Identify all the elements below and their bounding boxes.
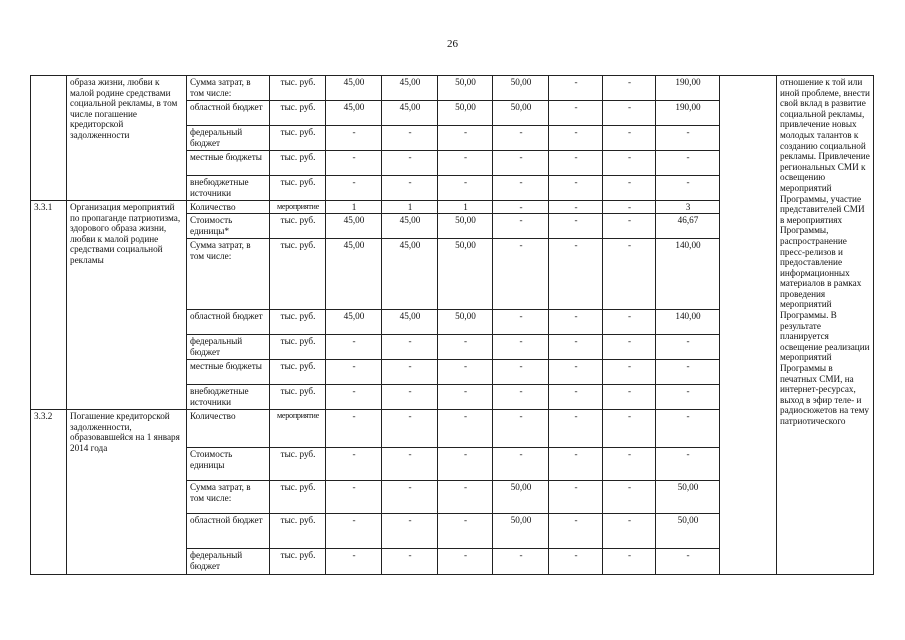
value-cell: - bbox=[603, 151, 656, 176]
total-cell: - bbox=[656, 385, 720, 410]
unit-cell: тыс. руб. bbox=[270, 549, 326, 575]
indicator-cell: Стоимость единицы* bbox=[187, 214, 270, 239]
indicator-cell: Стоимость единицы bbox=[187, 448, 270, 481]
value-cell: 1 bbox=[438, 201, 493, 214]
unit-cell: тыс. руб. bbox=[270, 151, 326, 176]
value-cell: - bbox=[549, 201, 603, 214]
item-number: 3.3.2 bbox=[31, 410, 67, 575]
unit-cell: тыс. руб. bbox=[270, 176, 326, 201]
value-cell: - bbox=[493, 448, 549, 481]
unit-cell: тыс. руб. bbox=[270, 481, 326, 514]
value-cell: - bbox=[603, 481, 656, 514]
value-cell: 1 bbox=[326, 201, 382, 214]
value-cell: - bbox=[326, 448, 382, 481]
value-cell: 1 bbox=[382, 201, 438, 214]
value-cell: - bbox=[382, 335, 438, 360]
value-cell: - bbox=[549, 126, 603, 151]
unit-cell: мероприятие bbox=[270, 201, 326, 214]
total-cell: 50,00 bbox=[656, 481, 720, 514]
unit-cell: тыс. руб. bbox=[270, 101, 326, 126]
value-cell: - bbox=[382, 385, 438, 410]
total-cell: 190,00 bbox=[656, 76, 720, 101]
value-cell: - bbox=[326, 385, 382, 410]
value-cell: - bbox=[382, 514, 438, 549]
unit-cell: тыс. руб. bbox=[270, 214, 326, 239]
value-cell: - bbox=[493, 410, 549, 448]
indicator-cell: Количество bbox=[187, 201, 270, 214]
unit-cell: тыс. руб. bbox=[270, 239, 326, 310]
value-cell: - bbox=[549, 514, 603, 549]
value-cell: - bbox=[549, 481, 603, 514]
unit-cell: тыс. руб. bbox=[270, 310, 326, 335]
value-cell: - bbox=[493, 151, 549, 176]
value-cell: - bbox=[493, 239, 549, 310]
value-cell: - bbox=[493, 310, 549, 335]
unit-cell: тыс. руб. bbox=[270, 76, 326, 101]
value-cell: 50,00 bbox=[493, 76, 549, 101]
unit-cell: тыс. руб. bbox=[270, 335, 326, 360]
value-cell: - bbox=[382, 410, 438, 448]
unit-cell: мероприятие bbox=[270, 410, 326, 448]
total-cell: - bbox=[656, 448, 720, 481]
total-cell: - bbox=[656, 126, 720, 151]
value-cell: - bbox=[382, 176, 438, 201]
indicator-cell: Сумма затрат, в том числе: bbox=[187, 76, 270, 101]
value-cell: 50,00 bbox=[438, 214, 493, 239]
expected-results: отношение к той или иной проблеме, внести свой вклад в развитие социальной рекламы, привлечение новых молодых талантов к созданию социальной рекламы. Привлечение региональных СМИ к освещению мероприятий Программы, участие представителей СМИ в мероприятиях Программы, распространение пресс-релизов и предоставление информационных материалов в рамках проведения мероприятий Программы. В результате планируется освещение реализации мероприятий Программы в печатных СМИ, на интернет-ресурсах, выход в эфир теле- и радиосюжетов на тему патриотического bbox=[777, 76, 874, 575]
value-cell: - bbox=[493, 201, 549, 214]
value-cell: - bbox=[382, 549, 438, 575]
value-cell: - bbox=[603, 76, 656, 101]
value-cell: - bbox=[603, 335, 656, 360]
value-cell: 45,00 bbox=[382, 310, 438, 335]
value-cell: - bbox=[549, 335, 603, 360]
value-cell: - bbox=[326, 481, 382, 514]
indicator-cell: областной бюджет bbox=[187, 514, 270, 549]
activity-name: Организация мероприятий по пропаганде патриотизма, здорового образа жизни, любви к малой родине средствами социальной рекламы bbox=[67, 201, 187, 410]
value-cell: 50,00 bbox=[438, 101, 493, 126]
value-cell: - bbox=[603, 214, 656, 239]
total-cell: 50,00 bbox=[656, 514, 720, 549]
value-cell: 45,00 bbox=[326, 310, 382, 335]
total-cell: - bbox=[656, 151, 720, 176]
value-cell: - bbox=[549, 310, 603, 335]
value-cell: - bbox=[549, 549, 603, 575]
indicator-cell: местные бюджеты bbox=[187, 151, 270, 176]
value-cell: - bbox=[438, 151, 493, 176]
value-cell: - bbox=[549, 101, 603, 126]
value-cell: - bbox=[326, 360, 382, 385]
value-cell: - bbox=[382, 151, 438, 176]
value-cell: - bbox=[493, 126, 549, 151]
indicator-cell: федеральный бюджет bbox=[187, 549, 270, 575]
indicator-cell: федеральный бюджет bbox=[187, 335, 270, 360]
value-cell: - bbox=[382, 448, 438, 481]
value-cell: - bbox=[493, 214, 549, 239]
value-cell: - bbox=[603, 448, 656, 481]
value-cell: - bbox=[603, 176, 656, 201]
program-activities-table bbox=[30, 75, 874, 575]
unit-cell: тыс. руб. bbox=[270, 514, 326, 549]
value-cell: - bbox=[603, 410, 656, 448]
indicator-cell: Количество bbox=[187, 410, 270, 448]
value-cell: - bbox=[603, 549, 656, 575]
value-cell: - bbox=[438, 126, 493, 151]
value-cell: - bbox=[326, 410, 382, 448]
indicator-cell: областной бюджет bbox=[187, 310, 270, 335]
value-cell: 50,00 bbox=[438, 239, 493, 310]
total-cell: 46,67 bbox=[656, 214, 720, 239]
indicator-cell: внебюджетные источники bbox=[187, 176, 270, 201]
total-cell: 140,00 bbox=[656, 310, 720, 335]
value-cell: - bbox=[549, 151, 603, 176]
value-cell: 50,00 bbox=[493, 101, 549, 126]
value-cell: - bbox=[438, 335, 493, 360]
value-cell: - bbox=[549, 448, 603, 481]
value-cell: - bbox=[549, 410, 603, 448]
value-cell: 50,00 bbox=[438, 310, 493, 335]
value-cell: - bbox=[326, 549, 382, 575]
value-cell: - bbox=[603, 126, 656, 151]
value-cell: - bbox=[603, 385, 656, 410]
value-cell: 45,00 bbox=[382, 76, 438, 101]
value-cell: - bbox=[603, 360, 656, 385]
activity-name: образа жизни, любви к малой родине средствами социальной рекламы, в том числе погашение кредиторской задолженности bbox=[67, 76, 187, 201]
empty-cell bbox=[720, 76, 777, 575]
value-cell: 45,00 bbox=[326, 239, 382, 310]
value-cell: 45,00 bbox=[326, 76, 382, 101]
indicator-cell: местные бюджеты bbox=[187, 360, 270, 385]
indicator-cell: Сумма затрат, в том числе: bbox=[187, 239, 270, 310]
value-cell: - bbox=[493, 549, 549, 575]
value-cell: - bbox=[603, 514, 656, 549]
value-cell: - bbox=[549, 176, 603, 201]
total-cell: 140,00 bbox=[656, 239, 720, 310]
indicator-cell: внебюджетные источники bbox=[187, 385, 270, 410]
value-cell: 45,00 bbox=[326, 214, 382, 239]
value-cell: - bbox=[382, 360, 438, 385]
total-cell: 3 bbox=[656, 201, 720, 214]
value-cell: - bbox=[603, 310, 656, 335]
value-cell: - bbox=[438, 514, 493, 549]
item-number: 3.3.1 bbox=[31, 201, 67, 410]
value-cell: - bbox=[549, 360, 603, 385]
value-cell: 45,00 bbox=[326, 101, 382, 126]
total-cell: - bbox=[656, 410, 720, 448]
value-cell: - bbox=[493, 360, 549, 385]
value-cell: - bbox=[493, 335, 549, 360]
value-cell: - bbox=[438, 448, 493, 481]
value-cell: - bbox=[549, 385, 603, 410]
value-cell: - bbox=[438, 410, 493, 448]
unit-cell: тыс. руб. bbox=[270, 126, 326, 151]
indicator-cell: Сумма затрат, в том числе: bbox=[187, 481, 270, 514]
value-cell: - bbox=[326, 335, 382, 360]
unit-cell: тыс. руб. bbox=[270, 360, 326, 385]
total-cell: - bbox=[656, 176, 720, 201]
value-cell: - bbox=[326, 514, 382, 549]
value-cell: - bbox=[549, 239, 603, 310]
item-number bbox=[31, 76, 67, 201]
total-cell: 190,00 bbox=[656, 101, 720, 126]
indicator-cell: областной бюджет bbox=[187, 101, 270, 126]
value-cell: - bbox=[326, 151, 382, 176]
value-cell: 50,00 bbox=[493, 481, 549, 514]
value-cell: - bbox=[549, 214, 603, 239]
value-cell: 45,00 bbox=[382, 214, 438, 239]
total-cell: - bbox=[656, 549, 720, 575]
value-cell: - bbox=[326, 176, 382, 201]
value-cell: 45,00 bbox=[382, 239, 438, 310]
unit-cell: тыс. руб. bbox=[270, 385, 326, 410]
value-cell: - bbox=[438, 360, 493, 385]
value-cell: - bbox=[493, 385, 549, 410]
total-cell: - bbox=[656, 360, 720, 385]
value-cell: - bbox=[438, 176, 493, 201]
value-cell: - bbox=[603, 201, 656, 214]
table-row bbox=[31, 76, 874, 101]
value-cell: - bbox=[549, 76, 603, 101]
page-number: 26 bbox=[447, 38, 458, 50]
value-cell: - bbox=[603, 239, 656, 310]
activity-name: Погашение кредиторской задолженности, образовавшейся на 1 января 2014 года bbox=[67, 410, 187, 575]
value-cell: - bbox=[382, 481, 438, 514]
unit-cell: тыс. руб. bbox=[270, 448, 326, 481]
value-cell: - bbox=[326, 126, 382, 151]
total-cell: - bbox=[656, 335, 720, 360]
value-cell: - bbox=[438, 549, 493, 575]
value-cell: 50,00 bbox=[493, 514, 549, 549]
value-cell: - bbox=[438, 385, 493, 410]
value-cell: - bbox=[493, 176, 549, 201]
value-cell: - bbox=[603, 101, 656, 126]
indicator-cell: федеральный бюджет bbox=[187, 126, 270, 151]
value-cell: - bbox=[382, 126, 438, 151]
value-cell: - bbox=[438, 481, 493, 514]
value-cell: 50,00 bbox=[438, 76, 493, 101]
value-cell: 45,00 bbox=[382, 101, 438, 126]
